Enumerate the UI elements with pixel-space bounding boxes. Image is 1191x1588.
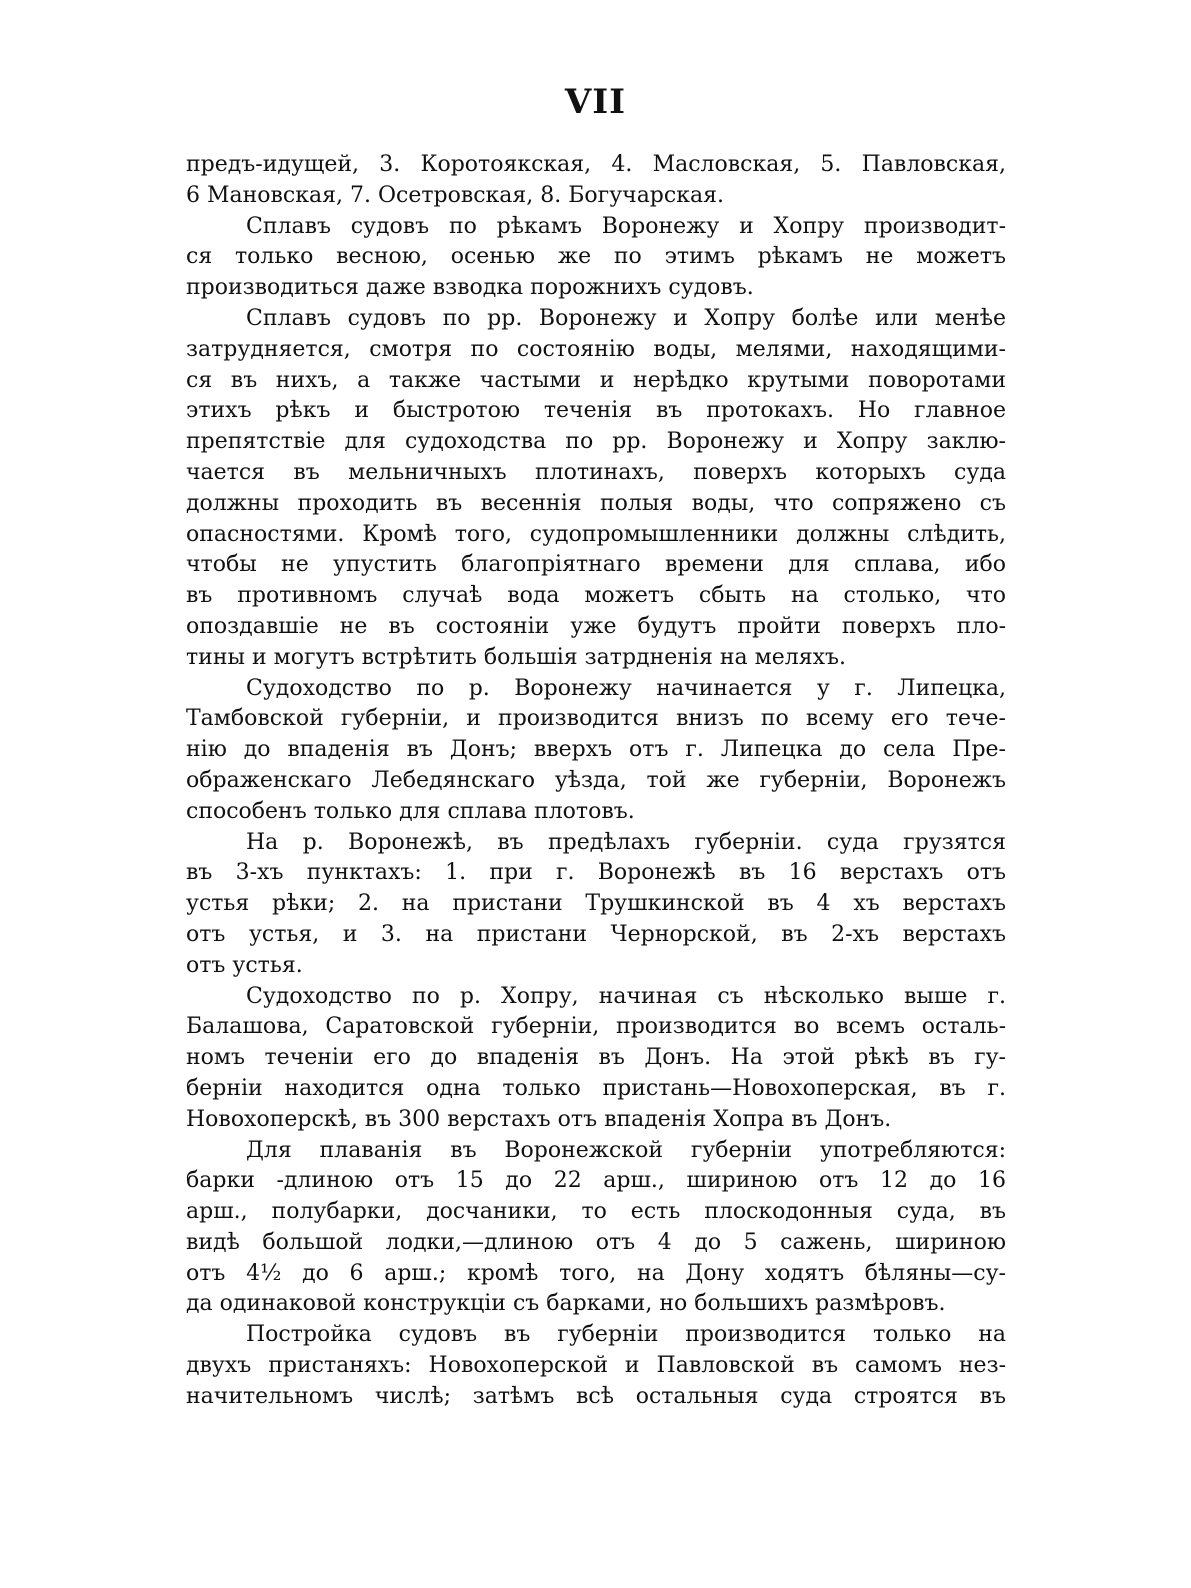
text-line: ся только весною, осенью же по этимъ рѣкамъ не можетъ [186,244,1006,270]
text-line: Балашова, Саратовской губерніи, производится во всемъ осталь- [186,1014,1006,1040]
text-line: да одинаковой конструкціи съ барками, но большихъ размѣровъ. [186,1291,946,1317]
text-line: ображенскаго Лебедянскаго уѣзда, той же губерніи, Воронежъ [186,767,1006,793]
text-line: отъ 4½ до 6 арш.; кромѣ того, на Дону ходятъ бѣляны—су- [186,1260,1006,1286]
text-line: ся въ нихъ, а также частыми и нерѣдко крутыми поворотами [186,367,1006,393]
text-line: чтобы не упустить благопріятнаго времени для сплава, ибо [186,552,1006,578]
text-line: Тамбовской губерніи, и производится внизъ по всему его тече- [186,706,1006,732]
text-line: начительномъ числѣ; затѣмъ всѣ остальныя суда строятся въ [186,1383,1006,1409]
text-line: устья рѣки; 2. на пристани Трушкинской въ 4 хъ верстахъ [186,891,1006,917]
body-text [186,150,1006,1413]
paragraph-first-line: Сплавъ судовъ по рѣкамъ Воронежу и Хопру производит- [246,213,1006,239]
text-line: видѣ большой лодки,—длиною отъ 4 до 5 сажень, шириною [186,1229,1006,1255]
text-line: номъ теченіи его до впаденія въ Донъ. На этой рѣкѣ въ гу- [186,1045,1006,1071]
text-line: должны проходить въ весеннія полыя воды, что сопряжено съ [186,490,1006,516]
paragraph-first-line: Судоходство по р. Хопру, начиная съ нѣсколько выше г. [246,983,1006,1009]
text-line: чается въ мельничныхъ плотинахъ, поверхъ которыхъ суда [186,459,1006,485]
text-line: отъ устья, и 3. на пристани Чернорской, въ 2-хъ верстахъ [186,921,1006,947]
text-line: Новохоперскѣ, въ 300 верстахъ отъ впаденія Хопра въ Донъ. [186,1106,892,1132]
text-line: двухъ пристаняхъ: Новохоперской и Павловской въ самомъ нез- [186,1353,1006,1379]
paragraph-first-line: Для плаванія въ Воронежской губерніи употребляются: [246,1137,1006,1163]
text-line: затрудняется, смотря по состоянію воды, мелями, находящими- [186,336,1006,362]
text-line: производиться даже взводка порожнихъ судовъ. [186,275,754,301]
text-line: въ 3-хъ пунктахъ: 1. при г. Воронежѣ въ 16 верстахъ отъ [186,860,1006,886]
text-line: барки -длиною отъ 15 до 22 арш., шириною отъ 12 до 16 [186,1168,1006,1194]
text-line: арш., полубарки, досчаники, то есть плоскодонныя суда, въ [186,1199,1006,1225]
text-line: препятствіе для судоходства по рр. Воронежу и Хопру заклю- [186,429,1006,455]
text-line: этихъ рѣкъ и быстротою теченія въ протокахъ. Но главное [186,398,1006,424]
text-line: берніи находится одна только пристань—Новохоперская, въ г. [186,1075,1006,1101]
text-line: опоздавшіе не въ состояніи уже будутъ пройти поверхъ пло- [186,613,1006,639]
text-line: способенъ только для сплава плотовъ. [186,798,635,824]
text-line: 6 Мановская, 7. Осетровская, 8. Богучарская. [186,182,724,208]
text-line: въ противномъ случаѣ вода можетъ сбыть на столько, что [186,583,1006,609]
text-line: опасностями. Кромѣ того, судопромышленники должны слѣдить, [186,521,1006,547]
page-number: VII [564,82,627,122]
paragraph-first-line: Постройка судовъ въ губерніи производится только на [246,1322,1006,1348]
paragraph-first-line: На р. Воронежѣ, въ предѣлахъ губерніи. суда грузятся [246,829,1006,855]
text-line: тины и могутъ встрѣтить большія затрдненія на меляхъ. [186,644,846,670]
paragraph-first-line: Судоходство по р. Воронежу начинается у г. Липецка, [246,675,1006,701]
text-line: предъ-идущей, 3. Коротоякская, 4. Масловская, 5. Павловская, [186,152,1006,177]
paragraph-first-line: Сплавъ судовъ по рр. Воронежу и Хопру болѣе или менѣе [246,305,1006,331]
text-line: отъ устья. [186,952,303,978]
text-line: нію до впаденія въ Донъ; вверхъ отъ г. Липецка до села Пре- [186,737,1006,763]
